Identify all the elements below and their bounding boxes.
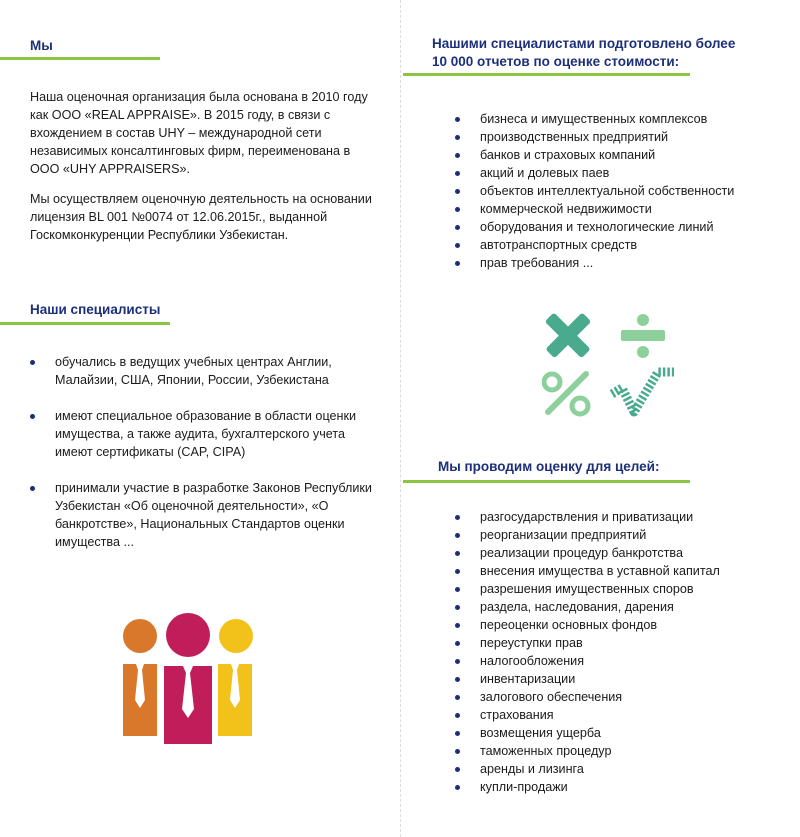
list-item: коммерческой недвижимости [455,200,785,218]
divide-icon [621,314,665,358]
list-item: страхования [455,706,790,724]
about-title-underline [0,57,160,60]
list-item: купли-продажи [455,778,790,796]
list-item: имеют специальное образование в области оценки имущества, а также аудита, бухгалтерского учета имеют сертификаты (CAP, CIPA) [30,407,385,461]
list-item: прав требования ... [455,254,785,272]
list-item: залогового обеспечения [455,688,790,706]
about-title: Мы [30,38,53,53]
list-item: принимали участие в разработке Законов Республики Узбекистан «Об оценочной деятельности», «О банкротстве», Национальных Стандартов оценки имущества ... [30,479,385,551]
list-item: бизнеса и имущественных комплексов [455,110,785,128]
about-paragraph-2: Мы осуществляем оценочную деятельность на основании лицензия BL 001 №0074 от 12.06.2015г., выданной Госкомконкуренции Республики Узбекистан. [30,192,372,242]
square-root-icon [612,372,674,412]
list-item: автотранспортных средств [455,236,785,254]
list-item: разгосударствления и приватизации [455,508,790,526]
percent-icon [544,374,588,414]
purposes-list [455,508,790,796]
reports-title-line-1: Нашими специалистами подготовлено более [432,36,736,51]
list-item: акций и долевых паев [455,164,785,182]
about-paragraph-1: Наша оценочная организация была основана в 2010 году как ООО «REAL APPRAISE». В 2015 году, в связи с вхождением в состав UHY – международной сети независимых консалтинговых фирм, переименована в ООО «UHY APPRAISERS». [30,90,368,176]
list-item: инвентаризации [455,670,790,688]
multiply-icon [545,312,592,358]
list-item: обучались в ведущих учебных центрах Англии, Малайзии, США, Японии, России, Узбекистана [30,353,385,389]
list-item: возмещения ущерба [455,724,790,742]
specialists-title: Наши специалисты [30,302,161,317]
list-item: таможенных процедур [455,742,790,760]
list-item: раздела, наследования, дарения [455,598,790,616]
list-item: банков и страховых компаний [455,146,785,164]
team-people-icon [120,612,255,744]
reports-title-underline [403,73,690,76]
list-item: переоценки основных фондов [455,616,790,634]
list-item: налогообложения [455,652,790,670]
list-item: разрешения имущественных споров [455,580,790,598]
reports-list [455,110,785,272]
list-item: объектов интеллектуальной собственности [455,182,785,200]
math-symbols-icon [542,312,677,422]
specialists-list [30,353,385,569]
list-item: производственных предприятий [455,128,785,146]
reports-title-line-2: 10 000 отчетов по оценке стоимости: [432,54,680,69]
list-item: внесения имущества в уставной капитал [455,562,790,580]
list-item: оборудования и технологические линий [455,218,785,236]
purposes-title: Мы проводим оценку для целей: [438,459,660,474]
column-divider [400,0,401,837]
list-item: реализации процедур банкротства [455,544,790,562]
purposes-title-underline [403,480,690,483]
list-item: переуступки прав [455,634,790,652]
list-item: реорганизации предприятий [455,526,790,544]
specialists-title-underline [0,322,170,325]
list-item: аренды и лизинга [455,760,790,778]
